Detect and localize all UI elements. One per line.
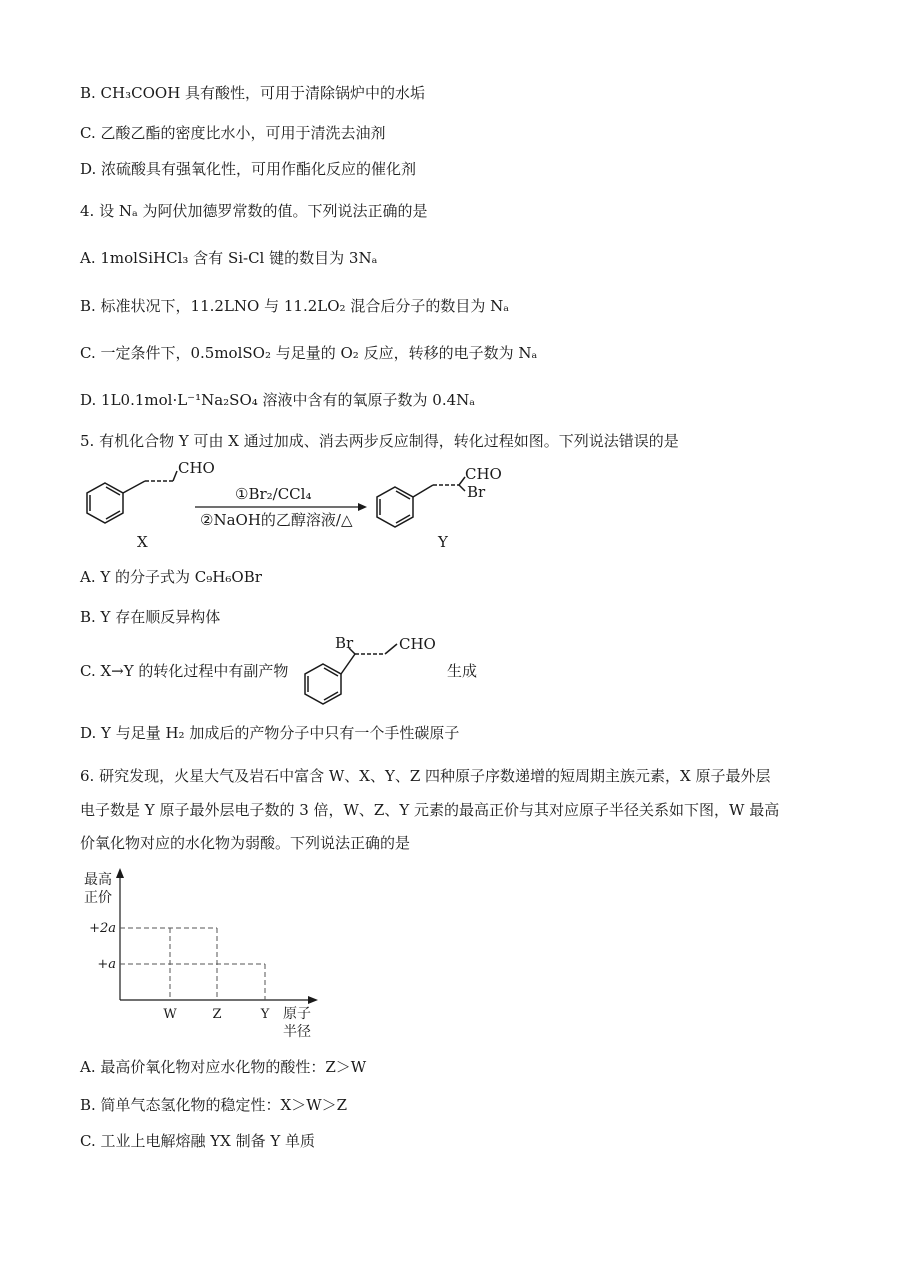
- valence-radius-graph: [80, 868, 320, 1038]
- reaction-scheme: [75, 455, 555, 550]
- y-compound-label: Y: [438, 533, 448, 550]
- x-axis-arrow: [308, 996, 318, 1004]
- q5-option-c-post: 生成: [447, 662, 478, 680]
- x-cat-w: W: [163, 1007, 177, 1022]
- x-cat-z: Z: [212, 1007, 222, 1022]
- x-compound-label: X: [137, 533, 148, 550]
- q6-option-a: A. 最高价氧化物对应水化物的酸性：Z＞W: [80, 1058, 367, 1076]
- q5-option-d: D. Y 与足量 H₂ 加成后的产物分子中只有一个手性碳原子: [80, 724, 460, 742]
- y-cho-group: CHO: [465, 465, 502, 483]
- q5-option-b: B. Y 存在顺反异构体: [80, 608, 221, 626]
- q4-option-b: B. 标准状况下，11.2LNO 与 11.2LO₂ 混合后分子的数目为 Nₐ: [80, 297, 509, 315]
- reaction-condition-2: ②NaOH的乙醇溶液/△: [200, 511, 353, 529]
- q6-stem-line-2: 电子数是 Y 原子最外层电子数的 3 倍，W、Z、Y 元素的最高正价与其对应原子半径关系如下图，W 最高: [80, 801, 780, 819]
- q5-option-a: A. Y 的分子式为 C₉H₆OBr: [80, 568, 262, 586]
- x-cho-group: CHO: [178, 459, 215, 477]
- x-axis-label-1: 原子: [283, 1006, 311, 1022]
- q6-option-c: C. 工业上电解熔融 YX 制备 Y 单质: [80, 1132, 316, 1150]
- q5-stem: 5. 有机化合物 Y 可由 X 通过加成、消去两步反应制得，转化过程如图。下列说法错误的是: [80, 432, 679, 450]
- reaction-condition-1: ①Br₂/CCl₄: [235, 485, 312, 503]
- x-cat-y: Y: [260, 1007, 270, 1022]
- y-tick-a: +a: [97, 957, 116, 972]
- q5-option-c-pre: C. X→Y 的转化过程中有副产物: [80, 662, 289, 680]
- y-br-group: Br: [467, 483, 486, 501]
- q6-stem-line-3: 价氧化物对应的水化物为弱酸。下列说法正确的是: [80, 834, 411, 852]
- q4-option-d: D. 1L0.1mol·L⁻¹Na₂SO₄ 溶液中含有的氧原子数为 0.4Nₐ: [80, 391, 476, 409]
- y-axis-arrow: [116, 868, 124, 878]
- byproduct-cho: CHO: [399, 635, 436, 653]
- q3-option-c: C. 乙酸乙酯的密度比水小，可用于清洗去油剂: [80, 124, 386, 142]
- byproduct-structure: [295, 630, 455, 705]
- x-axis-label-2: 半径: [283, 1024, 311, 1038]
- y-axis-label-2: 正价: [84, 890, 112, 906]
- byproduct-benzene-ring: [305, 664, 341, 704]
- y-axis-label-1: 最高: [84, 872, 112, 888]
- byproduct-br: Br: [335, 634, 354, 652]
- reaction-arrow-head: [358, 503, 367, 511]
- x-benzene-ring: [87, 483, 123, 523]
- q6-stem-line-1: 6. 研究发现，火星大气及岩石中富含 W、X、Y、Z 四种原子序数递增的短周期主族元素，X 原子最外层: [80, 767, 771, 785]
- q3-option-b: B. CH₃COOH 具有酸性，可用于清除锅炉中的水垢: [80, 84, 426, 102]
- q4-option-a: A. 1molSiHCl₃ 含有 Si-Cl 键的数目为 3Nₐ: [80, 249, 378, 267]
- y-benzene-ring: [377, 487, 413, 527]
- q4-stem: 4. 设 Nₐ 为阿伏加德罗常数的值。下列说法正确的是: [80, 202, 428, 220]
- q4-option-c: C. 一定条件下，0.5molSO₂ 与足量的 O₂ 反应，转移的电子数为 Nₐ: [80, 344, 538, 362]
- q3-option-d: D. 浓硫酸具有强氧化性，可用作酯化反应的催化剂: [80, 160, 417, 178]
- y-tick-2a: +2a: [89, 921, 116, 936]
- q6-option-b: B. 简单气态氢化物的稳定性：X＞W＞Z: [80, 1096, 348, 1114]
